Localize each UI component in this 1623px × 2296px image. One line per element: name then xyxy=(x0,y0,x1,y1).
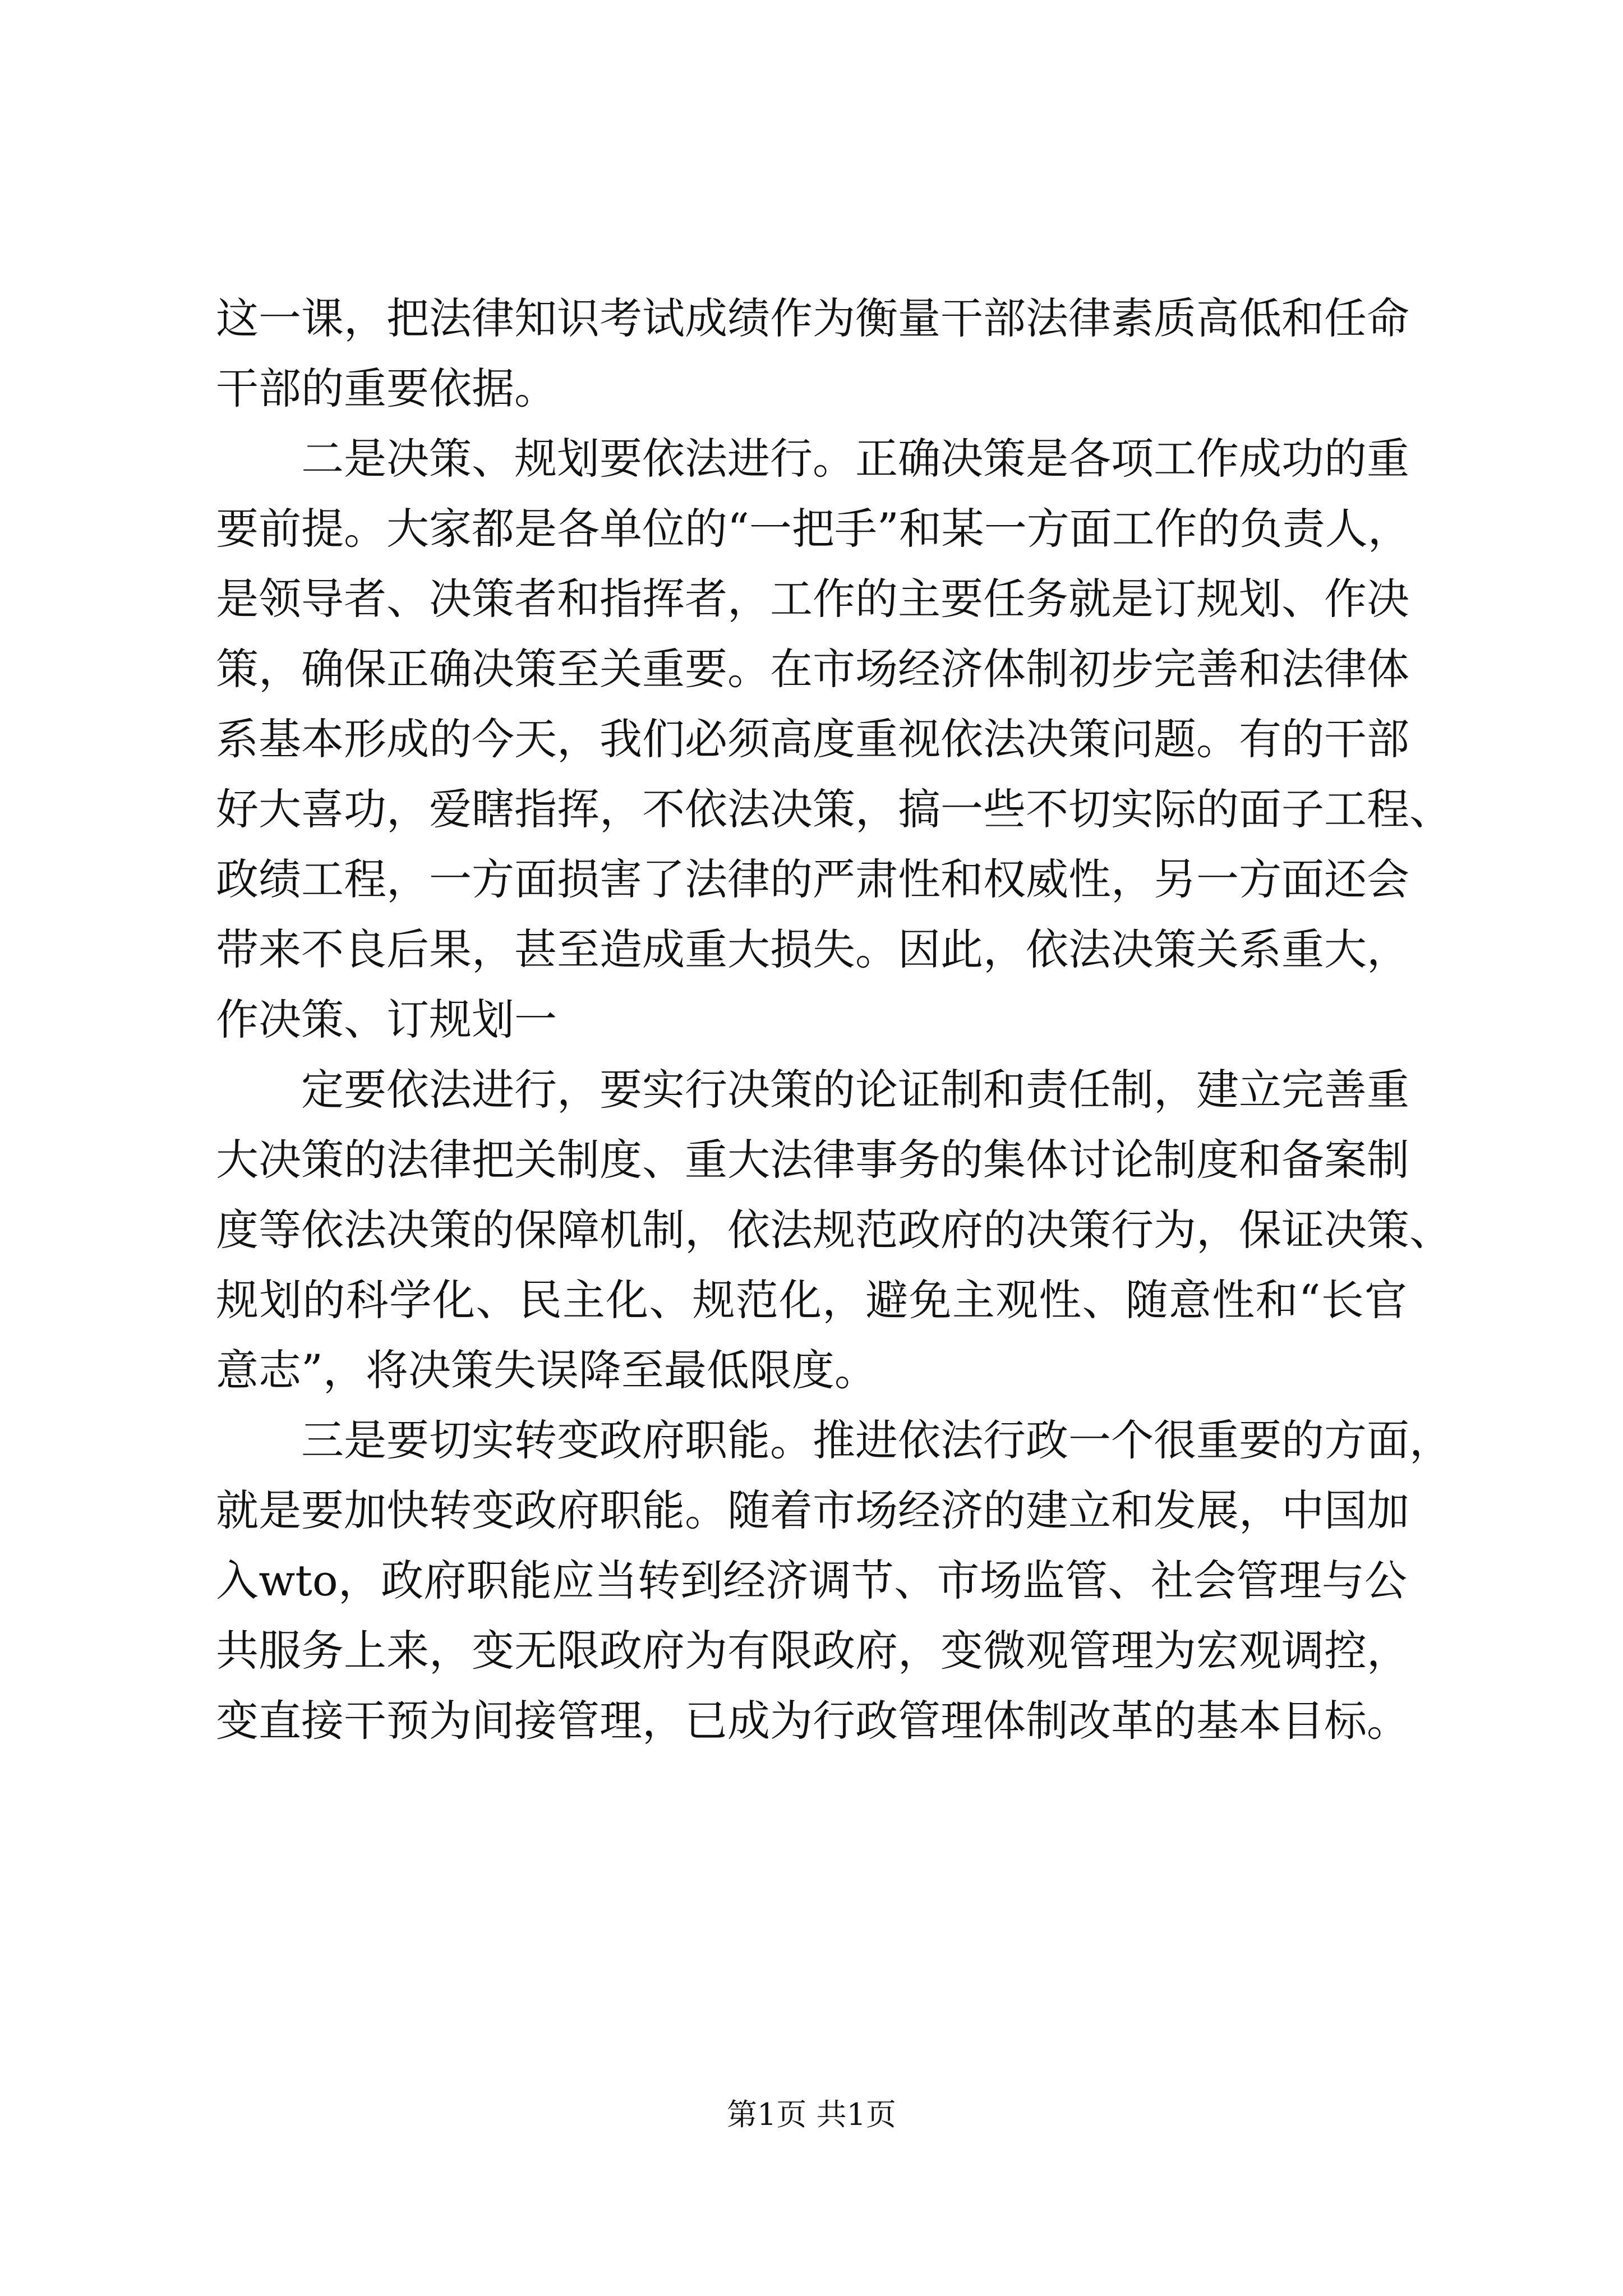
text-line: 大决策的法律把关制度、重大法律事务的集体讨论制度和备案制 xyxy=(216,1135,1409,1185)
text-line: 共服务上来，变无限政府为有限政府，变微观管理为宏观调控， xyxy=(216,1626,1409,1676)
text-line: 规划的科学化、民主化、规范化，避免主观性、随意性和“长官 xyxy=(216,1275,1407,1325)
text-line: 作决策、订规划一 xyxy=(216,995,557,1045)
paragraph-start-line: 三是要切实转变政府职能。推进依法行政一个很重要的方面， xyxy=(301,1415,1452,1465)
text-line: 干部的重要依据。 xyxy=(216,364,557,413)
text-line: 政绩工程，一方面损害了法律的严肃性和权威性，另一方面还会 xyxy=(216,854,1409,904)
text-line: 意志”，将决策失误降至最低限度。 xyxy=(216,1345,877,1395)
text-line: 好大喜功，爱瞎指挥，不依法决策，搞一些不切实际的面子工程、 xyxy=(216,784,1452,834)
text-line: 系基本形成的今天，我们必须高度重视依法决策问题。有的干部 xyxy=(216,714,1409,764)
text-line: 策，确保正确决策至关重要。在市场经济体制初步完善和法律体 xyxy=(216,644,1409,694)
text-line: 带来不良后果，甚至造成重大损失。因此，依法决策关系重大， xyxy=(216,924,1409,974)
text-line: 要前提。大家都是各单位的“一把手”和某一方面工作的负责人， xyxy=(216,504,1410,554)
text-line: 变直接干预为间接管理，已成为行政管理体制改革的基本目标。 xyxy=(216,1696,1409,1746)
document-body xyxy=(216,283,1452,1756)
text-line: 度等依法决策的保障机制，依法规范政府的决策行为，保证决策、 xyxy=(216,1205,1452,1255)
text-line: 入wto，政府职能应当转到经济调节、市场监管、社会管理与公 xyxy=(216,1556,1407,1605)
paragraph-start-line: 二是决策、规划要依法进行。正确决策是各项工作成功的重 xyxy=(301,434,1409,484)
text-line: 就是要加快转变政府职能。随着市场经济的建立和发展，中国加 xyxy=(216,1485,1409,1535)
text-line: 是领导者、决策者和指挥者，工作的主要任务就是订规划、作决 xyxy=(216,574,1409,624)
page-number-footer: 第1页 共1页 xyxy=(727,2097,896,2132)
paragraph-start-line: 定要依法进行，要实行决策的论证制和责任制，建立完善重 xyxy=(301,1065,1409,1115)
text-line: 这一课，把法律知识考试成绩作为衡量干部法律素质高低和任命 xyxy=(216,293,1409,343)
